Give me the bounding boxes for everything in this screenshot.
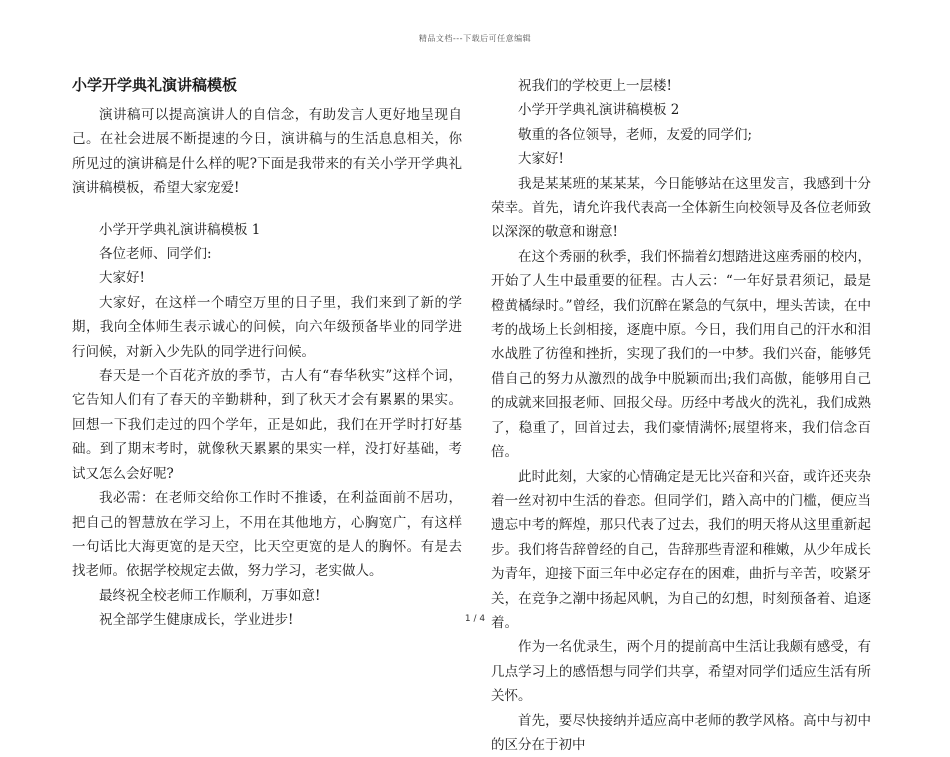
closing-line: 最终祝全校老师工作顺利，万事如意! [99, 587, 321, 604]
salutation: 敬重的各位领导，老师，友爱的同学们; [518, 126, 753, 143]
section-heading-1: 小学开学典礼演讲稿模板 1 [99, 221, 261, 238]
body-paragraph: 春天是一个百花齐放的季节，古人有“春华秋实”这样个词，它告知人们有了春天的辛勤耕种，到了秋天才会有累累的果实。回想一下我们走过的四个学年，正是如此，我们在开学时打好基础。到了期末考时，就像秋天累累的果实一样，没打好基础，考试又怎么会好呢? [72, 368, 462, 482]
body-paragraph: 作为一名优录生，两个月的提前高中生活让我颇有感受，有几点学习上的感悟想与同学们共享，希望对同学们适应生活有所关怀。 [491, 639, 871, 705]
greeting: 大家好! [518, 151, 564, 168]
body-paragraph: 我是某某班的某某某，今日能够站在这里发言，我感到十分荣幸。首先，请允许我代表高一全体新生向校领导及各位老师致以深深的敬意和谢意! [491, 175, 871, 241]
intro-paragraph: 演讲稿可以提高演讲人的自信念，有助发言人更好地呈现自己。在社会进展不断提速的今日，演讲稿与的生活息息相关，你所见过的演讲稿是什么样的呢?下面是我带来的有关小学开学典礼演讲稿模板，希望大家宠爱! [72, 107, 462, 197]
section-heading-2: 小学开学典礼演讲稿模板 2 [518, 102, 680, 119]
closing-line: 祝全部学生健康成长，学业进步! [99, 612, 294, 629]
spacer [72, 201, 462, 218]
document-title: 小学开学典礼演讲稿模板 [72, 76, 238, 94]
right-column [491, 74, 871, 757]
closing-line: 祝我们的学校更上一层楼! [518, 78, 672, 94]
body-paragraph: 此时此刻，大家的心情确定是无比兴奋和兴奋，或许还夹杂着一丝对初中生活的眷恋。但同学们，踏入高中的门槛，便应当遗忘中考的辉煌，那只代表了过去，我们的明天将从这里重新起步。我们将告辞曾经的自己，告辞那些青涩和稚嫩，从少年成长为青年，迎接下面三年中必定存在的困难，曲折与辛苦，咬紧牙关，在竞争之潮中扬起风帆，为自己的幻想，时刻预备着、追逐着。 [491, 468, 871, 631]
body-paragraph: 首先，要尽快接纳并适应高中老师的教学风格。高中与初中的区分在于初中 [491, 712, 871, 753]
body-paragraph: 大家好，在这样一个晴空万里的日子里，我们来到了新的学期，我向全体师生表示诚心的问候，向六年级预备毕业的同学进行问候，对新入少先队的同学进行问候。 [72, 294, 462, 360]
page-number: 1 / 4 [464, 614, 486, 624]
greeting: 大家好! [99, 270, 145, 287]
page-header: 精品文档---下载后可任意编辑 [418, 34, 532, 43]
salutation: 各位老师、同学们: [99, 246, 212, 263]
left-column [72, 76, 462, 633]
body-paragraph: 我必需：在老师交给你工作时不推诿，在利益面前不居功，把自己的智慧放在学习上，不用在其他地方，心胸宽广，有这样一句话比大海更宽的是天空，比天空更宽的是人的胸怀。有是去找老师。依据学校规定去做，努力学习，老实做人。 [72, 490, 462, 580]
body-paragraph: 在这个秀丽的秋季，我们怀揣着幻想踏进这座秀丽的校内，开始了人生中最重要的征程。古人云：“一年好景君须记，最是橙黄橘绿时。”曾经，我们沉醉在紧急的气氛中，埋头苦读，在中考的战场上长剑相接，逐鹿中原。今日，我们用自己的汗水和泪水战胜了彷徨和挫折，实现了我们的一中梦。我们兴奋，能够凭借自己的努力从激烈的战争中脱颖而出;我们高傲，能够用自己的成就来回报老师、回报父母。历经中考战火的洗礼，我们成熟了，稳重了，回首过去，我们豪情满怀;展望将来，我们信念百倍。 [491, 248, 871, 461]
